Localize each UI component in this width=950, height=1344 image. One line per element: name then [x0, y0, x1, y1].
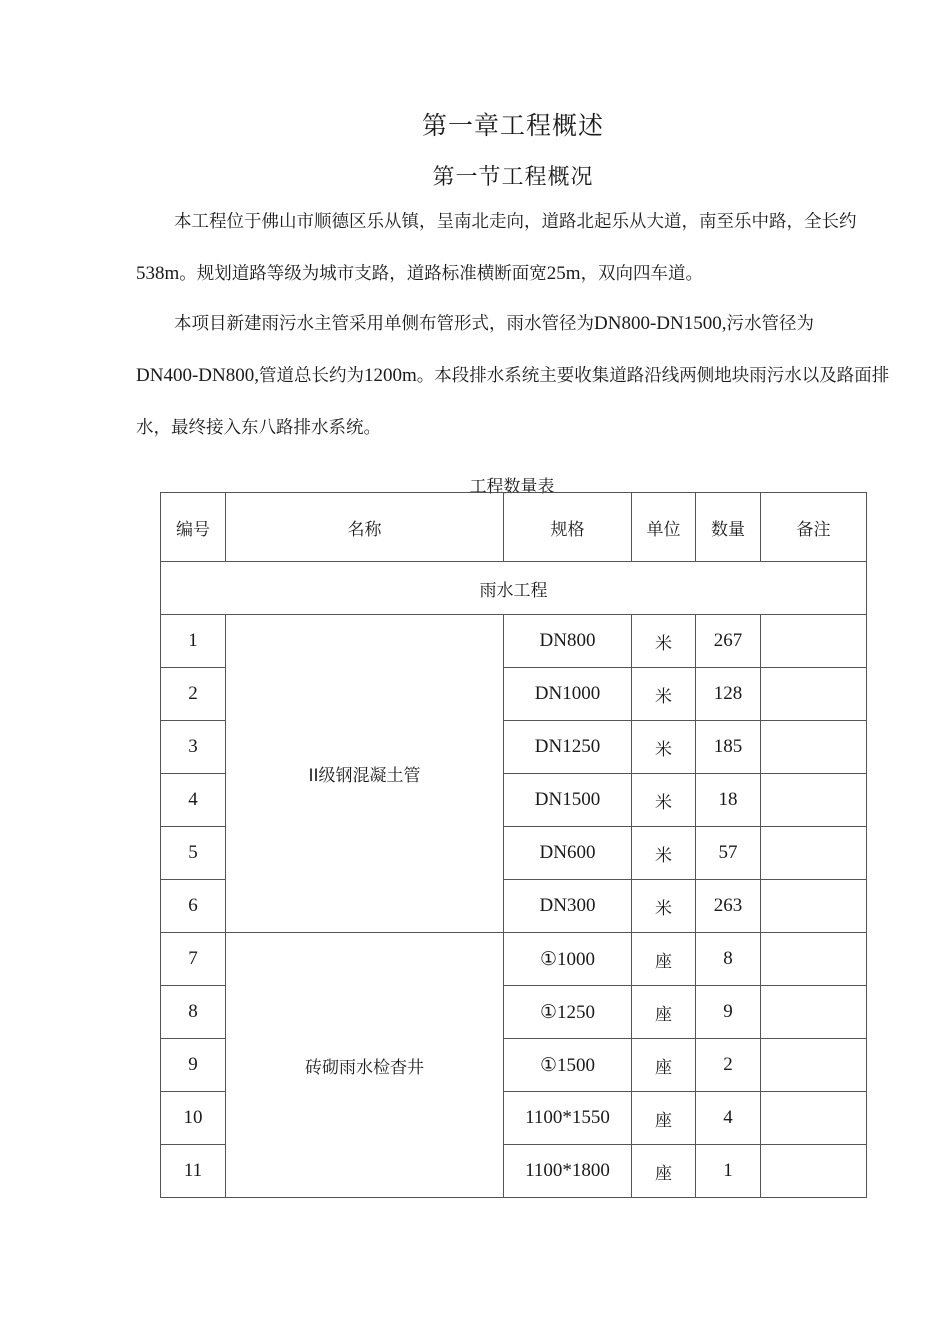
paragraph-text: 。本段排水系统主要收集道路沿线两侧地块雨污水以及路面排水，最终接入东八路排水系统。: [136, 366, 890, 438]
row-remarks: [761, 933, 867, 986]
row-spec: ①1000: [504, 933, 632, 986]
row-quantity: 267: [696, 615, 761, 668]
row-unit: 座: [632, 1039, 696, 1092]
row-quantity: 128: [696, 668, 761, 721]
row-spec: ①1500: [504, 1039, 632, 1092]
row-number: 7: [161, 933, 226, 986]
quantity-table: [160, 492, 867, 1198]
item-name-cell: II级钢混凝土管: [226, 615, 504, 933]
row-number: 2: [161, 668, 226, 721]
row-spec: DN1250: [504, 721, 632, 774]
row-number: 6: [161, 880, 226, 933]
row-quantity: 18: [696, 774, 761, 827]
row-remarks: [761, 1039, 867, 1092]
row-remarks: [761, 774, 867, 827]
header-cell-spec: 规格: [504, 493, 632, 562]
header-cell-unit: 单位: [632, 493, 696, 562]
row-remarks: [761, 668, 867, 721]
row-unit: 座: [632, 986, 696, 1039]
row-spec: DN300: [504, 880, 632, 933]
row-spec: 1100*1800: [504, 1145, 632, 1198]
row-remarks: [761, 827, 867, 880]
row-quantity: 1: [696, 1145, 761, 1198]
paragraph-number: 1200m: [363, 365, 417, 386]
row-remarks: [761, 721, 867, 774]
project-location-paragraph: [136, 196, 906, 300]
drainage-scope-paragraph: [136, 298, 906, 454]
header-cell-quantity: 数量: [696, 493, 761, 562]
row-quantity: 9: [696, 986, 761, 1039]
row-number: 10: [161, 1092, 226, 1145]
section-title: 第一节工程概况: [432, 165, 594, 190]
row-spec: 1100*1550: [504, 1092, 632, 1145]
paragraph-text: 本工程位于佛山市顺德区乐从镇，呈南北走向，道路北起乐从大道，南至乐中路，: [174, 212, 804, 232]
row-unit: 米: [632, 721, 696, 774]
row-spec: DN1500: [504, 774, 632, 827]
item-name-cell: 砖砌雨水检杳井: [226, 933, 504, 1198]
row-spec: ①1250: [504, 986, 632, 1039]
paragraph-text: ，双向四车道。: [580, 264, 704, 284]
header-cell-remarks: 备注: [761, 493, 867, 562]
row-spec: DN800: [504, 615, 632, 668]
row-quantity: 8: [696, 933, 761, 986]
paragraph-number: DN800-DN1500,: [594, 313, 727, 334]
row-unit: 座: [632, 933, 696, 986]
row-unit: 米: [632, 774, 696, 827]
row-number: 3: [161, 721, 226, 774]
table-header-row: [161, 493, 867, 562]
row-number: 5: [161, 827, 226, 880]
row-spec: DN1000: [504, 668, 632, 721]
row-number: 1: [161, 615, 226, 668]
row-number: 11: [161, 1145, 226, 1198]
row-remarks: [761, 615, 867, 668]
paragraph-text: 管道总长约为: [258, 366, 364, 386]
row-unit: 米: [632, 880, 696, 933]
row-quantity: 263: [696, 880, 761, 933]
group-label: 雨水工程: [161, 562, 867, 615]
row-unit: 米: [632, 827, 696, 880]
row-unit: 座: [632, 1092, 696, 1145]
header-cell-name: 名称: [226, 493, 504, 562]
row-spec: DN600: [504, 827, 632, 880]
paragraph-text: 全长约: [804, 212, 857, 232]
row-number: 8: [161, 986, 226, 1039]
row-quantity: 2: [696, 1039, 761, 1092]
paragraph-number: 538m: [136, 263, 180, 284]
row-remarks: [761, 880, 867, 933]
header-cell-number: 编号: [161, 493, 226, 562]
row-quantity: 4: [696, 1092, 761, 1145]
table-row: [161, 615, 867, 668]
row-unit: 米: [632, 615, 696, 668]
row-quantity: 57: [696, 827, 761, 880]
row-remarks: [761, 986, 867, 1039]
row-quantity: 185: [696, 721, 761, 774]
row-remarks: [761, 1145, 867, 1198]
row-remarks: [761, 1092, 867, 1145]
paragraph-text: 污水管径为: [726, 314, 814, 334]
chapter-title: 第一章工程概述: [421, 111, 604, 140]
row-number: 4: [161, 774, 226, 827]
paragraph-number: DN400-DN800,: [136, 365, 259, 386]
paragraph-text: 。规划道路等级为城市支路，道路标准横断面宽: [179, 264, 547, 284]
row-number: 9: [161, 1039, 226, 1092]
paragraph-number: 25m: [546, 263, 581, 284]
row-unit: 米: [632, 668, 696, 721]
group-row: [161, 562, 867, 615]
row-unit: 座: [632, 1145, 696, 1198]
table-row: [161, 933, 867, 986]
paragraph-text: 本项目新建雨污水主管采用单侧布管形式，雨水管径为: [174, 314, 594, 334]
table-caption: 工程数量表: [469, 477, 555, 497]
